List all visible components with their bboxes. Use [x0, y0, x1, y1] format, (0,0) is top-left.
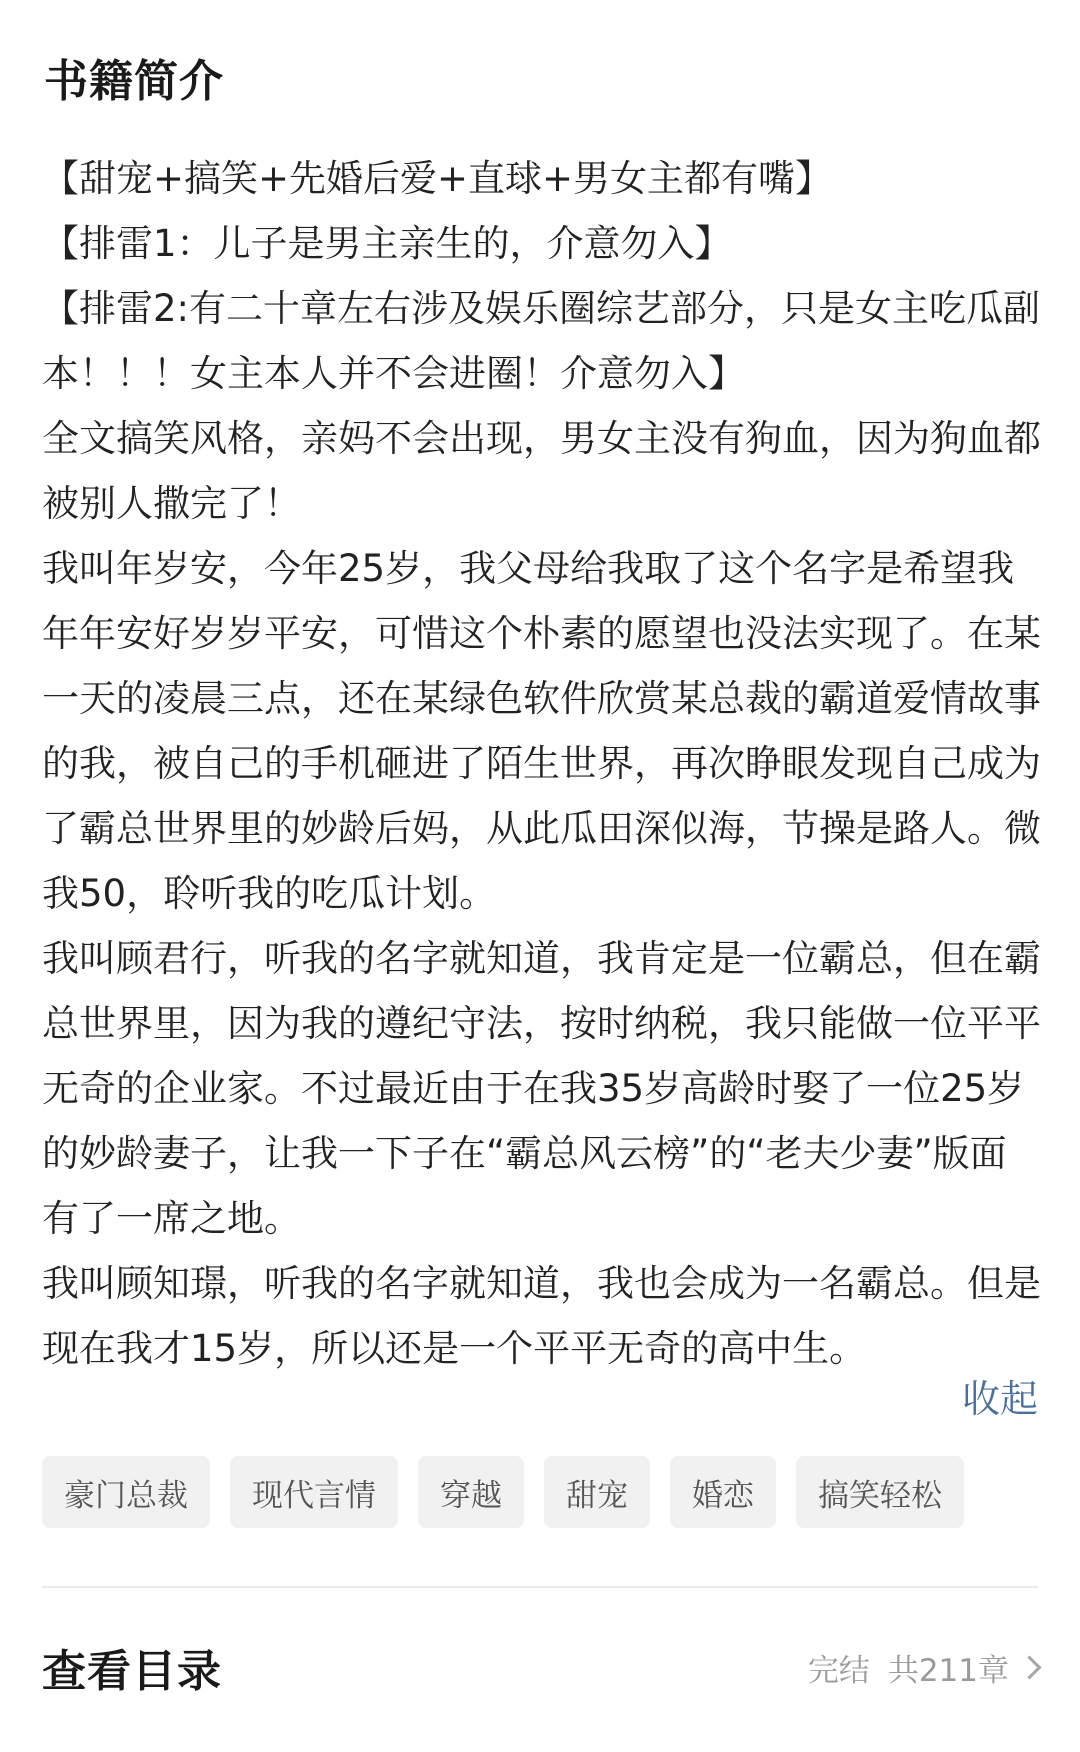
- intro-paragraph: 我叫顾知璟，听我的名字就知道，我也会成为一名霸总。但是现在我才15岁，所以还是一个平平无奇的高中生。: [42, 1262, 1041, 1370]
- chevron-right-icon: [1017, 1655, 1041, 1679]
- section-title: 书籍简介: [44, 56, 224, 107]
- tag-chip[interactable]: 搞笑轻松: [796, 1456, 964, 1528]
- intro-paragraph: 我叫年岁安，今年25岁，我父母给我取了这个名字是希望我年年安好岁岁平安，可惜这个朴素的愿望也没法实现了。在某一天的凌晨三点，还在某绿色软件欣赏某总裁的霸道爱情故事的我，被自己的手机砸进了陌生世界，再次睁眼发现自己成为了霸总世界里的妙龄后妈，从此瓜田深似海，节操是路人。微我50，聆听我的吃瓜计划。: [42, 547, 1041, 915]
- toc-title: 查看目录: [42, 1646, 222, 1697]
- divider: [42, 1586, 1038, 1588]
- chapter-count: 共211章: [887, 1652, 1009, 1689]
- intro-paragraph: 我叫顾君行，听我的名字就知道，我肯定是一位霸总，但在霸总世界里，因为我的遵纪守法，按时纳税，我只能做一位平平无奇的企业家。不过最近由于在我35岁高龄时娶了一位25岁的妙龄妻子，让我一下子在“霸总风云榜”的“老夫少妻”版面有了一席之地。: [42, 937, 1041, 1240]
- tag-chip[interactable]: 婚恋: [670, 1456, 776, 1528]
- intro-paragraph: 【排雷1：儿子是男主亲生的，介意勿入】: [42, 222, 732, 265]
- intro-paragraph: 全文搞笑风格，亲妈不会出现，男女主没有狗血，因为狗血都被别人撒完了！: [42, 417, 1041, 525]
- tag-chip[interactable]: 穿越: [418, 1456, 524, 1528]
- tag-chip[interactable]: 现代言情: [230, 1456, 398, 1528]
- tag-chip[interactable]: 豪门总裁: [42, 1456, 210, 1528]
- completion-status: 完结: [807, 1652, 870, 1689]
- intro-paragraph: 【排雷2:有二十章左右涉及娱乐圈综艺部分，只是女主吃瓜副本！！！女主本人并不会进圈！介意勿入】: [42, 287, 1041, 395]
- intro-text: [42, 146, 1042, 1381]
- toc-meta: [808, 1645, 1038, 1690]
- tag-list: [42, 1456, 1042, 1528]
- table-of-contents-row[interactable]: [42, 1632, 1038, 1702]
- intro-paragraph: 【甜宠+搞笑+先婚后爱+直球+男女主都有嘴】: [42, 157, 833, 200]
- collapse-button[interactable]: 收起: [961, 1377, 1038, 1421]
- tag-chip[interactable]: 甜宠: [544, 1456, 650, 1528]
